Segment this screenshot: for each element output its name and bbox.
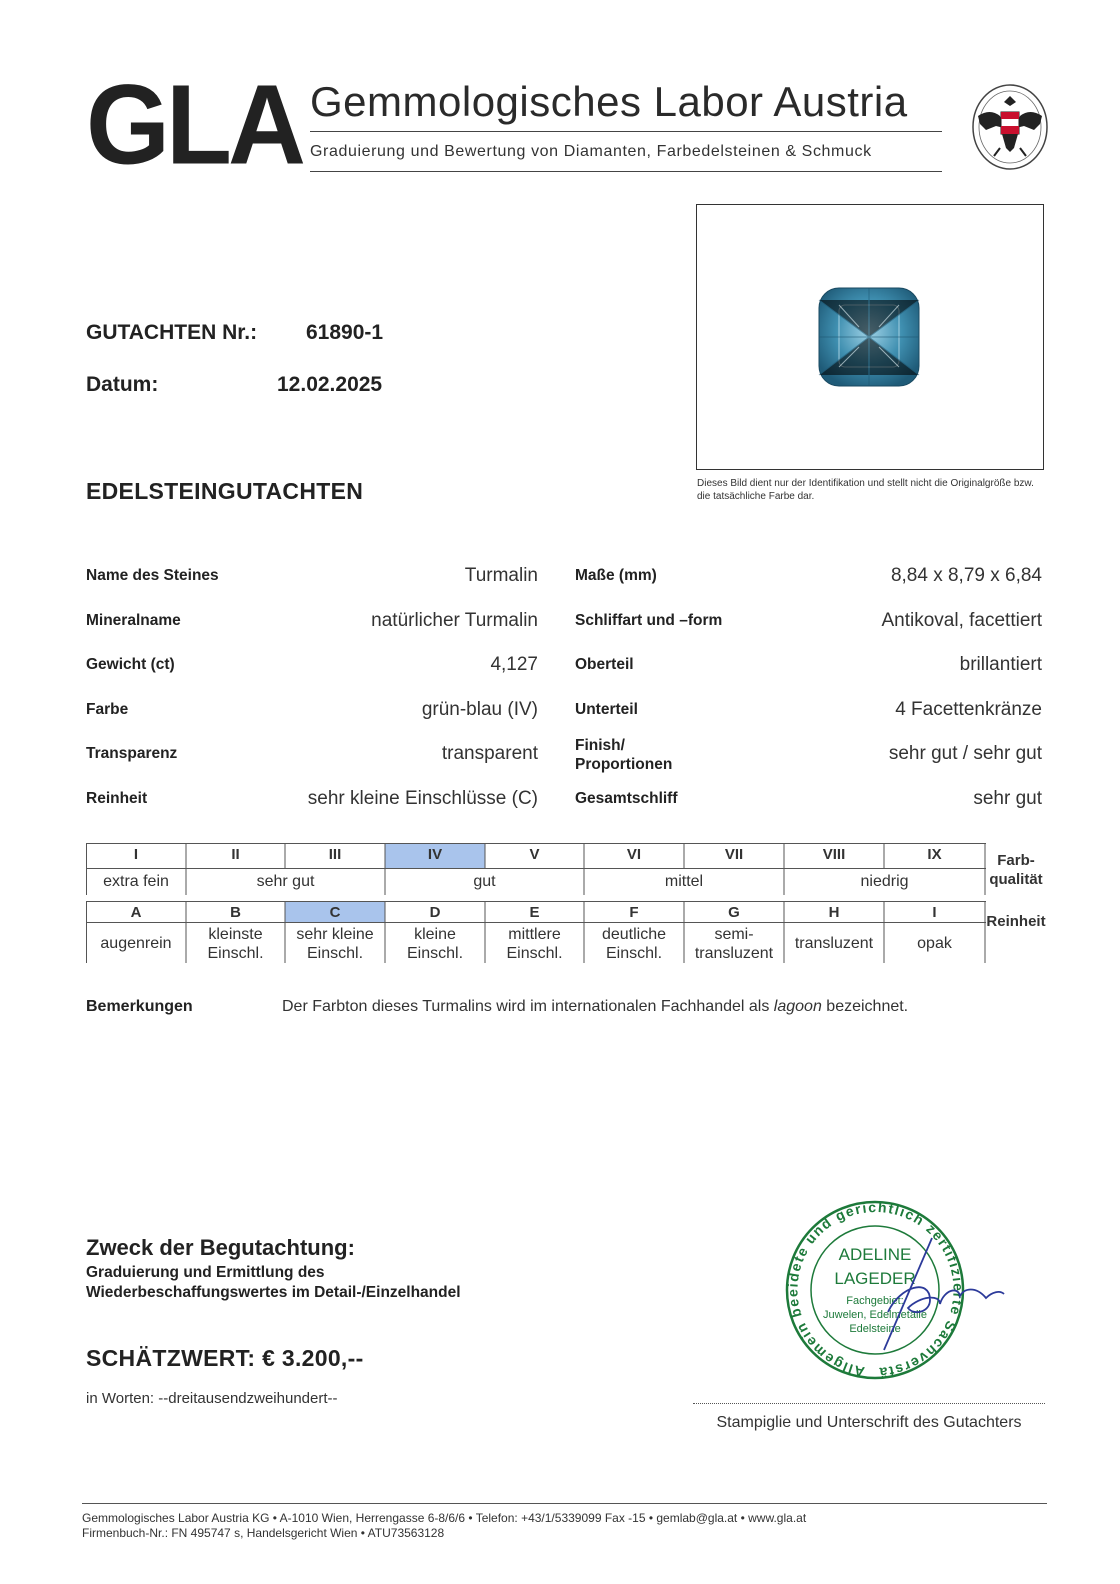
detail-label: Finish/ Proportionen xyxy=(575,737,673,774)
stamp-sub2: Juwelen, Edelmetalle xyxy=(823,1309,927,1321)
detail-row xyxy=(575,566,1042,611)
color-grade: VI xyxy=(626,846,642,863)
detail-value: transparent xyxy=(441,743,538,765)
detail-row xyxy=(575,789,1042,834)
report-date-label: Datum: xyxy=(86,373,159,396)
valuation-amount: € 3.200,-- xyxy=(262,1345,364,1371)
clarity-description-row xyxy=(86,925,986,965)
report-number: 61890-1 xyxy=(306,321,384,344)
detail-value: sehr gut / sehr gut xyxy=(888,743,1042,765)
clarity-description: deutliche Einschl. xyxy=(601,926,667,962)
clarity-grade: E xyxy=(529,904,540,921)
lab-tagline: Graduierung und Bewertung von Diamanten, Farbedelsteinen & Schmuck xyxy=(310,143,872,160)
purpose-heading: Zweck der Begutachtung: xyxy=(86,1235,355,1260)
detail-value: grün-blau (IV) xyxy=(421,698,538,720)
color-grade: III xyxy=(328,846,342,863)
clarity-grade: F xyxy=(629,904,639,921)
detail-row xyxy=(86,655,538,700)
stamp-sub1: Fachgebiet: xyxy=(846,1295,904,1307)
detail-label: Gewicht (ct) xyxy=(86,656,175,674)
detail-label: Name des Steines xyxy=(86,567,219,584)
detail-row xyxy=(86,611,538,656)
color-scale-label: Farb- qualität xyxy=(989,852,1043,888)
detail-label: Gesamtschliff xyxy=(575,789,678,807)
detail-value: sehr kleine Einschlüsse (C) xyxy=(307,787,538,809)
gla-logo: GLA xyxy=(86,60,302,188)
clarity-description: kleinste Einschl. xyxy=(207,926,264,962)
color-group: extra fein xyxy=(103,873,169,890)
color-group: gut xyxy=(473,873,496,890)
detail-value: Turmalin xyxy=(464,565,538,586)
remarks-label: Bemerkungen xyxy=(86,998,193,1015)
stamp-ring-text: Allgemein beeidete und gerichtlich zertifizierte Sachverstä xyxy=(784,1200,967,1382)
clarity-description: augenrein xyxy=(100,935,172,952)
color-group: sehr gut xyxy=(256,873,315,890)
detail-value: 8,84 x 8,79 x 6,84 xyxy=(890,565,1042,586)
purpose-line: Graduierung und Ermittlung des xyxy=(86,1264,325,1281)
clarity-description: sehr kleine Einschl. xyxy=(296,926,374,962)
color-grade: I xyxy=(133,846,139,863)
color-grade: II xyxy=(231,846,240,863)
lab-name: Gemmologisches Labor Austria xyxy=(310,78,908,125)
gemstone-photo-frame xyxy=(696,204,1044,470)
header-rule-bottom xyxy=(310,171,942,172)
clarity-description: semi- transluzent xyxy=(694,926,774,962)
clarity-description: opak xyxy=(917,935,952,952)
header-rule-top xyxy=(310,131,942,132)
expert-stamp xyxy=(780,1200,1010,1385)
color-group: niedrig xyxy=(860,873,909,890)
clarity-grade: I xyxy=(932,904,937,921)
stamp-sub3: Edelsteine xyxy=(849,1323,901,1335)
detail-label: Reinheit xyxy=(86,789,148,807)
color-grade: IX xyxy=(927,846,942,863)
stamp-seal-icon xyxy=(780,1200,1010,1385)
clarity-grade: G xyxy=(728,904,740,921)
detail-row xyxy=(86,744,538,789)
clarity-scale-label: Reinheit xyxy=(986,913,1046,930)
detail-value: 4 Facettenkränze xyxy=(895,698,1042,720)
austrian-eagle-seal-icon xyxy=(970,82,1050,172)
detail-row xyxy=(86,789,538,834)
footer xyxy=(82,1511,806,1541)
report-date: 12.02.2025 xyxy=(277,373,383,396)
clarity-grade: A xyxy=(130,904,142,921)
clarity-grade: H xyxy=(828,904,840,921)
clarity-grade-row xyxy=(86,904,986,924)
cushion-cut-gemstone-icon xyxy=(697,205,1042,468)
clarity-description: transluzent xyxy=(794,935,874,952)
remarks-text-before: Der Farbton dieses Turmalins wird im internationalen Fachhandel als xyxy=(282,998,774,1015)
detail-row xyxy=(575,611,1042,656)
photo-caption: Dieses Bild dient nur der Identifikation und stellt nicht die Originalgröße bzw. die tatsächliche Farbe dar. xyxy=(697,478,1034,502)
detail-row xyxy=(86,700,538,745)
color-group-row xyxy=(86,873,986,895)
detail-label: Farbe xyxy=(86,700,129,718)
detail-value: brillantiert xyxy=(959,654,1042,676)
purpose-text xyxy=(86,1263,461,1303)
detail-label: Oberteil xyxy=(575,656,634,674)
report-number-label: GUTACHTEN Nr.: xyxy=(86,321,258,344)
detail-label: Mineralname xyxy=(86,611,181,629)
detail-label: Maße (mm) xyxy=(575,567,657,584)
color-grade: VII xyxy=(724,846,744,863)
remarks-text-italic: lagoon xyxy=(773,998,822,1015)
report-title: EDELSTEINGUTACHTEN xyxy=(86,478,364,504)
details-right xyxy=(575,566,1042,834)
detail-value: Antikoval, facettiert xyxy=(881,609,1042,631)
footer-registry: Firmenbuch-Nr.: FN 495747 s, Handelsgericht Wien • ATU73563128 xyxy=(82,1526,445,1540)
clarity-description: mittlere Einschl. xyxy=(506,926,563,962)
valuation-label: SCHÄTZWERT: xyxy=(86,1345,256,1371)
clarity-grade: B xyxy=(230,904,241,921)
detail-label: Unterteil xyxy=(575,700,638,718)
clarity-grade: D xyxy=(429,904,441,921)
valuation xyxy=(86,1345,364,1372)
details-left xyxy=(86,566,538,834)
valuation-in-words: in Worten: --dreitausendzweihundert-- xyxy=(86,1390,338,1407)
footer-address: Gemmologisches Labor Austria KG • A-1010 Wien, Herrengasse 6-8/6/6 • Telefon: +43/1/5339099 Fax -15 • gemlab@gla.at • www.gla.at xyxy=(82,1511,807,1525)
stamp-name-last: LAGEDER xyxy=(834,1269,916,1288)
signature-caption: Stampiglie und Unterschrift des Gutachters xyxy=(716,1414,1022,1431)
color-grade: V xyxy=(529,846,540,863)
clarity-grade: C xyxy=(329,904,341,921)
stamp-name-first: ADELINE xyxy=(838,1245,912,1264)
signature-line xyxy=(693,1403,1045,1404)
color-group: mittel xyxy=(664,873,704,890)
color-grade: IV xyxy=(427,846,443,863)
color-grade-row xyxy=(86,846,986,868)
detail-label: Schliffart und –form xyxy=(575,611,723,629)
detail-label: Transparenz xyxy=(86,745,178,763)
detail-value: 4,127 xyxy=(490,654,538,676)
detail-row xyxy=(575,655,1042,700)
remarks-text-after: bezeichnet. xyxy=(821,998,909,1015)
purpose-line: Wiederbeschaffungswertes im Detail-/Einzelhandel xyxy=(86,1284,461,1301)
detail-value: natürlicher Turmalin xyxy=(371,609,538,631)
color-grade: VIII xyxy=(822,846,846,863)
footer-rule xyxy=(82,1503,1047,1504)
clarity-description: kleine Einschl. xyxy=(406,926,464,962)
detail-value: sehr gut xyxy=(973,787,1042,809)
detail-row xyxy=(575,737,1042,789)
remarks-text xyxy=(282,998,908,1016)
detail-row xyxy=(86,566,538,611)
